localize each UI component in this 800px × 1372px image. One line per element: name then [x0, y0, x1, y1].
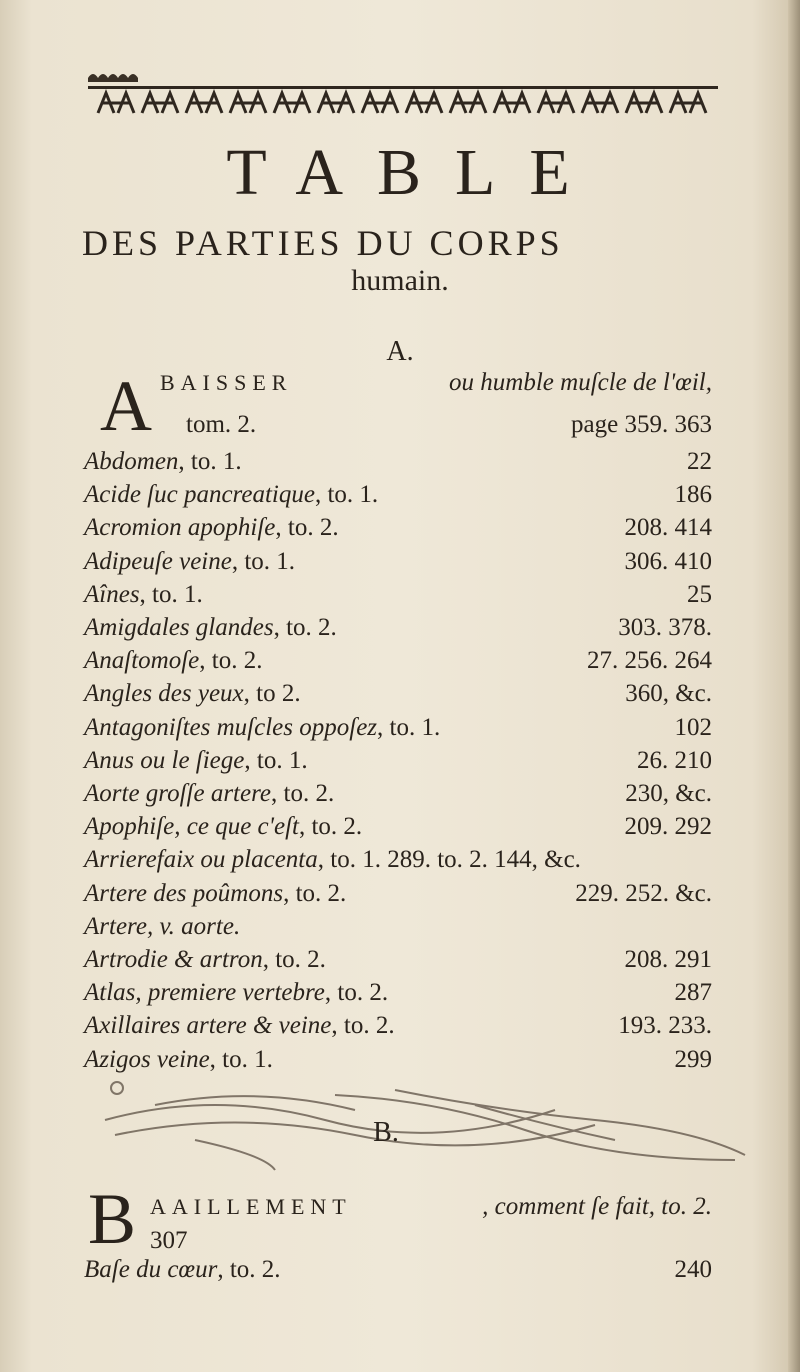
- entry-page-numbers: 208. 291: [624, 946, 712, 973]
- entry-term: Artrodie & artron: [84, 946, 263, 973]
- page-title: TABLE: [226, 136, 604, 209]
- drop-cap-b: B: [88, 1179, 137, 1259]
- index-entry: [84, 511, 712, 545]
- drop-cap-a: A: [100, 366, 152, 446]
- entry-intro-line: [160, 366, 292, 400]
- entry-page-numbers: 229. 252. &c.: [575, 879, 712, 907]
- index-entry: [84, 677, 712, 711]
- entry-volume-ref: , to. 2.: [217, 1256, 281, 1283]
- entry-term: Artere, v. aorte.: [84, 912, 241, 940]
- entry-page-numbers: 186: [674, 481, 712, 509]
- entry-volume-ref: , to. 2.: [275, 514, 339, 542]
- entry-term: Apophiſe, ce que c'eſt: [84, 813, 299, 841]
- entry-term: Abdomen: [84, 448, 179, 475]
- index-entry: [84, 1009, 712, 1043]
- entry-page-numbers: 360, &c.: [625, 680, 712, 708]
- page-subtitle: DES PARTIES DU CORPS: [82, 223, 564, 263]
- entry-volume-ref: , to. 1.: [244, 746, 308, 774]
- entry-intro-word: BAISSER: [160, 370, 293, 395]
- entry-volume-ref: , to. 2.: [273, 614, 337, 641]
- entry-intro-line-b: [150, 1190, 352, 1224]
- entry-volume-ref: , to. 2.: [262, 946, 326, 973]
- entry-term: Artere des poûmons: [84, 879, 284, 907]
- entry-term: Aînes: [84, 580, 140, 608]
- entry-intro-ref-b: 307: [150, 1227, 188, 1254]
- entry-volume-ref: , to. 2.: [199, 647, 263, 675]
- entry-volume-ref: , to. 2.: [283, 879, 347, 907]
- entry-term: Axillaires artere & veine: [84, 1012, 332, 1040]
- entry-volume-ref: , to. 1.: [314, 481, 379, 509]
- index-entry: [84, 910, 712, 944]
- entry-volume-ref: , to. 1. 289. to. 2. 144, &c.: [317, 846, 581, 874]
- index-entry: [84, 711, 712, 745]
- entry-page-numbers: 193. 233.: [618, 1012, 712, 1040]
- entry-volume-ref: , to 2.: [243, 680, 301, 708]
- entry-term: Baſe du cœur: [84, 1256, 218, 1283]
- entry-term: Antagoniſtes muſcles oppoſez: [84, 713, 378, 741]
- entry-intro-word-b: AAILLEMENT: [150, 1194, 352, 1219]
- index-entry: [84, 1043, 712, 1077]
- entry-page-numbers: 287: [674, 979, 712, 1007]
- index-entry: [84, 545, 712, 579]
- index-entry: [84, 644, 712, 678]
- index-entry: [84, 943, 712, 977]
- entry-term: Amigdales glandes: [84, 614, 274, 641]
- entry-term: Angles des yeux: [84, 680, 244, 708]
- entry-term: Anaſtomoſe: [84, 647, 200, 675]
- entry-page-numbers: 22: [687, 448, 712, 475]
- entry-page-numbers: 230, &c.: [625, 780, 712, 807]
- ornamental-headpiece: [88, 68, 718, 118]
- entry-intro-ref: tom. 2.: [186, 411, 257, 438]
- entry-term: Atlas, premiere vertebre: [84, 979, 325, 1007]
- index-entry: [84, 611, 712, 645]
- entry-volume-ref: , to. 2.: [298, 813, 363, 841]
- entry-page-numbers: 102: [674, 713, 712, 741]
- entry-term: Anus ou le ſiege: [84, 746, 245, 774]
- index-entry: [84, 877, 712, 911]
- entry-page-numbers: 208. 414: [624, 514, 712, 542]
- entry-page-numbers: 25: [687, 580, 712, 608]
- entry-intro-rest: ou humble muſcle de l'œil,: [449, 369, 712, 396]
- entry-term: Acide ſuc pancreatique: [84, 481, 315, 509]
- page-subtitle-continued: humain.: [351, 264, 449, 297]
- entry-page-numbers: 209. 292: [624, 813, 712, 841]
- entry-term: Azigos veine: [84, 1045, 210, 1073]
- entry-volume-ref: , to. 2.: [324, 979, 389, 1007]
- entry-page-numbers: 306. 410: [624, 547, 712, 575]
- index-entry: [84, 810, 712, 844]
- section-heading-b: B.: [373, 1117, 399, 1148]
- entry-page-numbers: 240: [674, 1256, 712, 1283]
- index-entry: [84, 843, 712, 877]
- index-entry: [84, 478, 712, 512]
- entry-term: Acromion apophiſe: [84, 514, 276, 542]
- index-entry: [84, 578, 712, 612]
- index-entry: [84, 1253, 712, 1287]
- entry-page-numbers: 299: [674, 1045, 712, 1073]
- entry-term: Aorte groſſe artere: [84, 780, 271, 807]
- entry-volume-ref: , to. 1.: [209, 1045, 273, 1073]
- index-entry: [84, 976, 712, 1010]
- entry-intro-rest-b: , comment ſe fait, to. 2.: [482, 1193, 712, 1220]
- index-entry: [84, 744, 712, 778]
- entry-volume-ref: , to. 1.: [377, 713, 441, 741]
- entry-term: Arrierefaix ou placenta: [84, 846, 318, 874]
- entry-volume-ref: , to. 1.: [231, 547, 296, 575]
- entry-page-numbers: 303. 378.: [618, 614, 712, 641]
- entry-page-numbers: 26. 210: [637, 746, 712, 774]
- entry-volume-ref: , to. 1.: [178, 448, 242, 475]
- entry-volume-ref: , to. 1.: [139, 580, 203, 608]
- entry-volume-ref: , to. 2.: [331, 1012, 395, 1040]
- entry-intro-pages: page 359. 363: [571, 411, 712, 438]
- index-entry: [84, 777, 712, 811]
- index-entry: [84, 445, 712, 479]
- entry-page-numbers: 27. 256. 264: [587, 647, 712, 675]
- section-heading-a: A.: [386, 336, 414, 367]
- entry-volume-ref: , to. 2.: [271, 780, 335, 807]
- entry-term: Adipeuſe veine: [84, 547, 232, 575]
